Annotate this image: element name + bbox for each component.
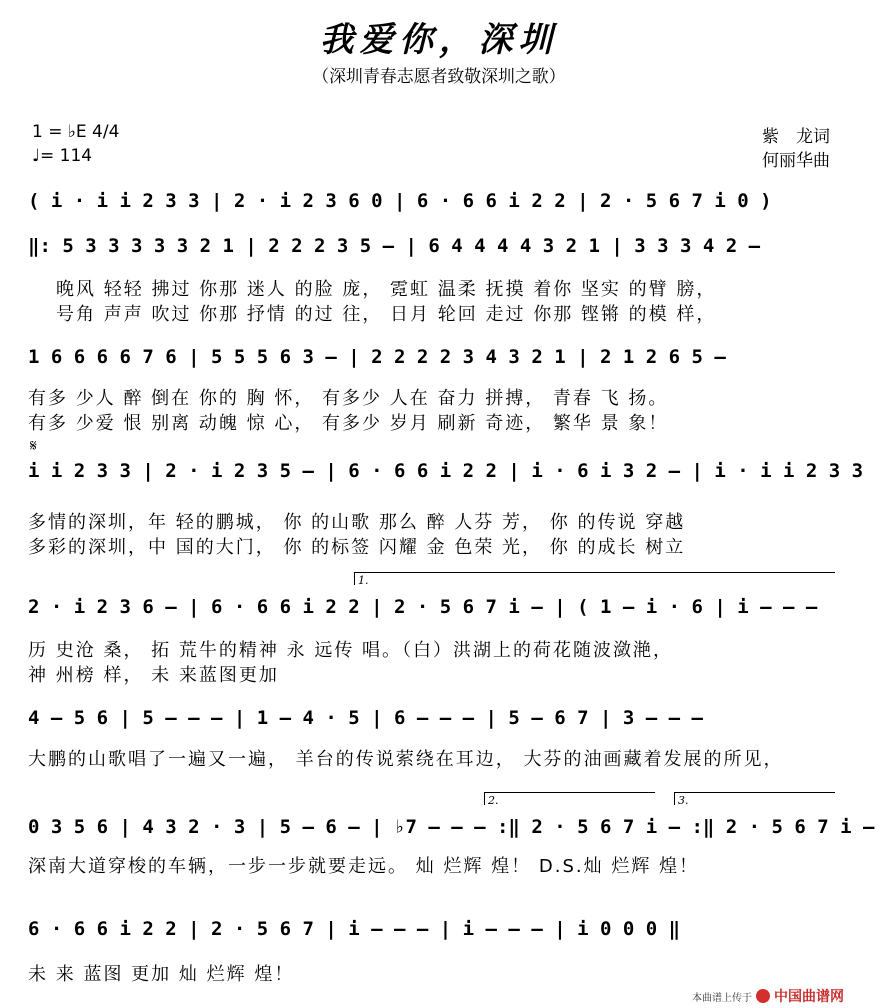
volta-label-3: 3. xyxy=(678,794,689,807)
notation-line-8: 6 · 6 6 i 2 2 | 2 · 5 6 7 | i – – – | i – – – | i 0 0 0 ‖ xyxy=(28,918,681,940)
lyric-line-5a: 历 史沧 桑， 拓 荒牛的精神 永 远传 唱。（白）洪湖上的荷花随波潋滟， xyxy=(28,640,674,661)
notation-line-7: 0 3 5 6 | 4 3 2 · 3 | 5 – 6 – | ♭7 – – – :‖ 2 · 5 6 7 i – :‖ 2 · 5 6 7 i – xyxy=(28,816,875,838)
volta-bracket-3 xyxy=(674,792,835,805)
composer-credit: 何丽华曲 xyxy=(762,151,830,171)
notation-line-6: 4 – 5 6 | 5 – – – | 1 – 4 · 5 | 6 – – – | 5 – 6 7 | 3 – – – xyxy=(28,707,703,729)
notation-line-3: 1 6 6 6 6 7 6 | 5 5 5 6 3 – | 2 2 2 2 3 4 3 2 1 | 2 1 2 6 5 – xyxy=(28,346,726,368)
site-watermark xyxy=(692,986,844,1006)
site-name: 中国曲谱网 xyxy=(774,989,844,1005)
lyric-line-8a: 未 来 蓝图 更加 灿 烂辉 煌！ xyxy=(28,964,295,985)
segno-sign: 𝄋 xyxy=(30,436,37,455)
notation-line-1: ( i · i i 2 3 3 | 2 · i 2 3 6 0 | 6 · 6 6 i 2 2 | 2 · 5 6 7 i 0 ) xyxy=(28,190,772,212)
lyric-line-3b: 有多 少爱 恨 别离 动魄 惊 心， 有多少 岁月 刷新 奇迹， 繁华 景 象！ xyxy=(28,413,669,434)
notation-line-4: i i 2 3 3 | 2 · i 2 3 5 – | 6 · 6 6 i 2 2 | i · 6 i 3 2 – | i · i i 2 3 3 xyxy=(28,460,864,482)
lyric-line-4a: 多情的深圳，年 轻的鹏城， 你 的山歌 那么 醉 人芬 芳， 你 的传说 穿越 xyxy=(28,512,686,533)
lyric-line-2a: 晚风 轻轻 拂过 你那 迷人 的脸 庞， 霓虹 温柔 抚摸 着你 坚实 的臂 膀， xyxy=(56,279,717,300)
lyric-line-4b: 多彩的深圳，中 国的大门， 你 的标签 闪耀 金 色荣 光， 你 的成长 树立 xyxy=(28,537,686,558)
lyric-line-6a: 大鹏的山歌唱了一遍又一遍， 羊台的传说萦绕在耳边， 大芬的油画藏着发展的所见， xyxy=(28,749,784,770)
song-title: 我爱你，深圳 xyxy=(319,20,559,60)
song-subtitle: （深圳青春志愿者致敬深圳之歌） xyxy=(312,67,566,87)
lyric-line-2b: 号角 声声 吹过 你那 抒情 的过 往， 日月 轮回 走过 你那 铿锵 的模 样， xyxy=(56,304,717,325)
notation-line-5: 2 · i 2 3 6 – | 6 · 6 6 i 2 2 | 2 · 5 6 7 i – | ( 1 – i · 6 | i – – – xyxy=(28,596,818,618)
lyric-line-7a: 深南大道穿梭的车辆，一步一步就要走远。 灿 烂辉 煌！ D.S.灿 烂辉 煌！ xyxy=(28,856,700,877)
notation-line-2: ‖: 5 3 3 3 3 3 2 1 | 2 2 2 3 5 – | 6 4 4 4 4 3 2 1 | 3 3 3 4 2 – xyxy=(28,235,761,257)
lyricist-credit: 紫 龙词 xyxy=(762,127,830,147)
volta-label-1: 1. xyxy=(358,574,369,587)
lyric-line-5b: 神 州榜 样， 未 来蓝图更加 xyxy=(28,665,279,686)
volta-label-2: 2. xyxy=(488,794,499,807)
lyric-line-3a: 有多 少人 醉 倒在 你的 胸 怀， 有多少 人在 奋力 拼搏， 青春 飞 扬。 xyxy=(28,388,669,409)
tempo-marking: ♩= 114 xyxy=(32,146,93,166)
site-logo-icon xyxy=(756,989,770,1003)
volta-bracket-1 xyxy=(354,572,835,585)
volta-bracket-2 xyxy=(484,792,655,805)
key-signature: 1 = ♭E 4/4 xyxy=(32,122,120,142)
upload-caption: 本曲谱上传于 xyxy=(692,992,752,1004)
